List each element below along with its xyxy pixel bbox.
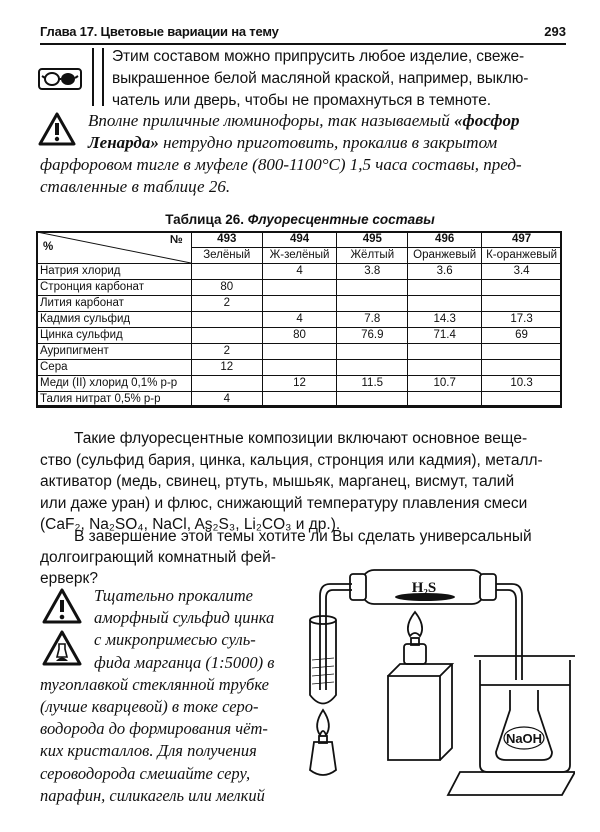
composition-value xyxy=(482,344,562,360)
base-plate xyxy=(448,772,575,795)
paragraph-line: В завершение этой темы хотите ли Вы сделать универсальный xyxy=(74,528,532,545)
paragraph-line: ерверк? xyxy=(40,570,98,587)
column-number: 496 xyxy=(408,232,482,248)
diagonal-line xyxy=(37,232,191,263)
composition-value: 4 xyxy=(191,392,262,408)
paragraph-line: или даже уран) и флюс, снижающий температуру плавления смеси xyxy=(40,494,528,512)
paragraph-line xyxy=(40,110,570,132)
paragraph-2 xyxy=(40,110,570,198)
paragraph-line: (лучше кварцевой) в токе серо- xyxy=(40,697,259,717)
ingredient-name: Талия нитрат 0,5% р-р xyxy=(37,392,192,408)
composition-value xyxy=(482,296,562,312)
paragraph-line: сероводорода смешайте серу, xyxy=(40,763,251,783)
table-row xyxy=(37,312,562,328)
composition-value: 17.3 xyxy=(482,312,562,328)
table-corner-cell xyxy=(37,232,192,264)
page-header xyxy=(40,24,566,45)
stand-block xyxy=(388,676,440,760)
column-number: 494 xyxy=(262,232,337,248)
composition-value xyxy=(408,280,482,296)
table-row xyxy=(37,296,562,312)
composition-value: 71.4 xyxy=(408,328,482,344)
composition-value xyxy=(337,360,408,376)
composition-value: 10.7 xyxy=(408,376,482,392)
composition-value: 69 xyxy=(482,328,562,344)
page-number: 293 xyxy=(544,24,566,39)
paragraph-line: фида марганца (1:5000) в xyxy=(94,652,275,672)
composition-value xyxy=(482,280,562,296)
table-caption xyxy=(0,212,600,227)
composition-value xyxy=(408,296,482,312)
beaker xyxy=(480,660,570,772)
test-tube xyxy=(310,620,336,704)
margin-bars xyxy=(92,48,104,106)
composition-value xyxy=(337,280,408,296)
burner-middle xyxy=(404,644,426,664)
paragraph-line: активатор (медь, свинец, ртуть, мышьяк, марганец, висмут, талий xyxy=(40,473,515,490)
ingredient-name: Лития карбонат xyxy=(37,296,192,312)
paragraph-line: ставленные в таблице 26. xyxy=(40,177,231,196)
table-row xyxy=(37,376,562,392)
column-color: К-оранжевый xyxy=(482,248,562,264)
chapter-title: Глава 17. Цветовые вариации на тему xyxy=(40,24,279,39)
composition-value xyxy=(262,280,337,296)
flame-middle xyxy=(408,612,422,636)
composition-value xyxy=(408,344,482,360)
table-caption-title: Флуоресцентные составы xyxy=(247,212,435,227)
apparatus-illustration xyxy=(300,560,575,820)
composition-value: 7.8 xyxy=(337,312,408,328)
table-row xyxy=(37,392,562,408)
ingredient-name: Сера xyxy=(37,360,192,376)
right-stopper xyxy=(480,574,496,600)
ingredient-name: Цинка сульфид xyxy=(37,328,192,344)
paragraph-line: (CaF₂, Na₂SO₄, NaCl, As₂S₃, Li₂CO₃ и др.). xyxy=(40,516,341,533)
paragraph-line: чатель или дверь, чтобы не промахнуться в темноте. xyxy=(112,92,491,109)
composition-value: 3.6 xyxy=(408,264,482,280)
ingredient-name: Натрия хлорид xyxy=(37,264,192,280)
ingredient-name: Стронция карбонат xyxy=(37,280,192,296)
spirit-lamp-left xyxy=(310,742,336,775)
composition-value xyxy=(337,392,408,408)
table-row xyxy=(37,264,562,280)
composition-value xyxy=(482,360,562,376)
paragraph-line: аморфный сульфид цинка xyxy=(94,608,275,628)
column-color: Оранжевый xyxy=(408,248,482,264)
composition-value xyxy=(408,360,482,376)
composition-value: 80 xyxy=(262,328,337,344)
paragraph-line xyxy=(40,132,570,154)
corner-label-percent: % xyxy=(43,241,54,253)
composition-value xyxy=(191,264,262,280)
table-row xyxy=(37,328,562,344)
paragraph-line: фарфоровом тигле в муфеле (800-1100°С) 1,5 часа составы, пред- xyxy=(40,155,522,174)
paragraph-line: тугоплавкой стеклянной трубке xyxy=(40,674,269,694)
column-color: Жёлтый xyxy=(337,248,408,264)
ingredient-name: Аурипигмент xyxy=(37,344,192,360)
column-number: 493 xyxy=(191,232,262,248)
text-fragment: нетрудно приготовить, прокалив в закрытом xyxy=(158,133,498,152)
composition-value: 4 xyxy=(262,264,337,280)
paragraph-line: водорода до формирования чёт- xyxy=(40,719,268,739)
bold-term: Ленарда» xyxy=(88,133,159,152)
composition-value: 10.3 xyxy=(482,376,562,392)
composition-value xyxy=(191,312,262,328)
paragraph-line: парафин, силикагель или мелкий xyxy=(40,785,265,805)
left-stopper xyxy=(350,574,366,600)
corner-label-number: № xyxy=(170,234,183,246)
composition-value xyxy=(262,296,337,312)
paragraph-5 xyxy=(40,585,300,807)
paragraph-line: с микропримесью суль- xyxy=(94,630,256,650)
composition-value xyxy=(337,344,408,360)
h2s-label: H₂S xyxy=(411,580,437,596)
composition-value: 12 xyxy=(262,376,337,392)
composition-value: 11.5 xyxy=(337,376,408,392)
table-row xyxy=(37,344,562,360)
column-color: Ж-зелёный xyxy=(262,248,337,264)
bold-term: «фосфор xyxy=(454,111,520,130)
paragraph-line: Этим составом можно припрусить любое изделие, свеже- xyxy=(112,48,525,65)
text-fragment: Вполне приличные люминофоры, так называемый xyxy=(88,111,455,130)
paragraph-line: долгоиграющий комнатный фей- xyxy=(40,549,276,566)
composition-value: 76.9 xyxy=(337,328,408,344)
composition-value: 2 xyxy=(191,296,262,312)
composition-value xyxy=(482,392,562,408)
table-row xyxy=(37,360,562,376)
composition-value xyxy=(337,296,408,312)
paragraph-line: выкрашенное белой масляной краской, например, выклю- xyxy=(112,70,529,87)
column-number: 497 xyxy=(482,232,562,248)
paragraph-line: Такие флуоресцентные композиции включают основное веще- xyxy=(74,430,528,447)
composition-value: 12 xyxy=(191,360,262,376)
composition-value xyxy=(262,360,337,376)
paragraph-line: ство (сульфид бария, цинка, кальция, стронция или кадмия), металл- xyxy=(40,451,543,469)
right-gas-pipe xyxy=(496,584,522,680)
composition-value: 14.3 xyxy=(408,312,482,328)
composition-value: 4 xyxy=(262,312,337,328)
naoh-label: NaOH xyxy=(505,731,543,746)
column-color: Зелёный xyxy=(191,248,262,264)
table-row xyxy=(37,280,562,296)
composition-value: 3.4 xyxy=(482,264,562,280)
table-caption-prefix: Таблица 26. xyxy=(165,212,244,227)
composition-value xyxy=(408,392,482,408)
compositions-table xyxy=(36,231,562,408)
composition-value: 2 xyxy=(191,344,262,360)
ingredient-name: Кадмия сульфид xyxy=(37,312,192,328)
composition-value xyxy=(262,344,337,360)
flame-left xyxy=(317,710,329,735)
table-header-row xyxy=(37,232,562,248)
composition-value xyxy=(191,376,262,392)
ingredient-name: Меди (II) хлорид 0,1% р-р xyxy=(37,376,192,392)
paragraph-line: ких кристаллов. Для получения xyxy=(40,741,257,761)
composition-value xyxy=(262,392,337,408)
column-number: 495 xyxy=(337,232,408,248)
composition-value: 80 xyxy=(191,280,262,296)
composition-value: 3.8 xyxy=(337,264,408,280)
paragraph-line: Тщательно прокалите xyxy=(94,586,253,605)
test-tube-hatching xyxy=(312,658,334,684)
paragraph-1 xyxy=(112,46,570,112)
composition-value xyxy=(191,328,262,344)
eye-glasses-icon xyxy=(38,68,82,90)
paragraph-3 xyxy=(40,428,568,536)
